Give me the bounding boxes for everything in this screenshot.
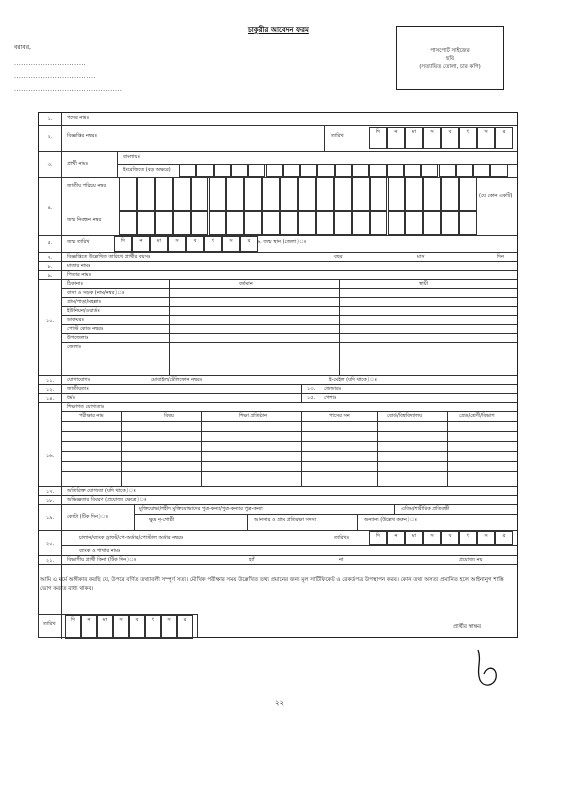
date-digit-box[interactable]: স	[477, 531, 495, 545]
char-box[interactable]	[191, 177, 209, 211]
char-box[interactable]	[209, 177, 227, 211]
row-5-number: ৫.	[47, 240, 53, 246]
char-box[interactable]	[334, 177, 352, 211]
char-box[interactable]	[421, 164, 438, 177]
departmental-label: বিভাগীয় প্রার্থী কিনা (টিক দিন)ঃ	[67, 557, 137, 563]
date-digit-box[interactable]: র	[495, 531, 513, 545]
char-box[interactable]	[473, 164, 490, 177]
subject-header: বিষয়	[164, 413, 174, 419]
char-box[interactable]	[405, 177, 423, 211]
char-box[interactable]	[173, 177, 191, 211]
name-bangla-label: বাংলায়ঃ	[123, 154, 141, 160]
upazila-label: উপজেলাঃ	[67, 335, 89, 341]
house-road-label: বাসা ও সড়ক (নাম/নম্বর)ঃ	[67, 290, 125, 296]
char-box[interactable]	[423, 177, 441, 211]
date-digit-box[interactable]: ব	[441, 531, 459, 545]
char-box[interactable]	[459, 211, 477, 235]
contact-label: যোগাযোগঃ	[67, 377, 91, 383]
char-box[interactable]	[423, 211, 441, 235]
board-header: বোর্ড/বিশ্ববিদ্যালয়	[387, 413, 423, 419]
signature-date-block	[38, 614, 198, 638]
row-17-number: ১৭.	[45, 489, 55, 495]
birth-reg-label: জন্ম নিবন্ধন নম্বর	[67, 217, 102, 223]
signature-date-label: তারিখ	[43, 621, 56, 627]
handwritten-signature	[470, 640, 510, 690]
char-box[interactable]	[179, 164, 196, 177]
quota-freedom-fighter[interactable]: মুক্তিযোদ্ধা/শহীদ মুক্তিযোদ্ধাদের পুত্র-কন্যা/পুত্র-কন্যার পুত্র-কন্যা	[139, 506, 263, 512]
char-box[interactable]	[352, 211, 370, 235]
page-number: ২২	[275, 699, 285, 707]
departmental-yes[interactable]: হ্যাঁ	[249, 557, 255, 563]
date-digit-box[interactable]: দি	[369, 127, 387, 149]
grade-header: গ্রেড/শ্রেণী/বিভাগ	[459, 413, 495, 419]
char-box[interactable]	[459, 177, 477, 211]
date-digit-box[interactable]: মা	[97, 615, 113, 639]
char-box[interactable]	[439, 164, 456, 177]
char-box[interactable]	[262, 211, 280, 235]
char-box[interactable]	[490, 164, 507, 177]
row-21-number: ২১.	[45, 558, 55, 564]
char-box[interactable]	[388, 177, 406, 211]
district-label: জেলাঃ	[67, 344, 82, 350]
char-box[interactable]	[370, 177, 388, 211]
photo-label-3: (সত্যায়িত তোলা, চার কপি)	[419, 64, 481, 70]
name-english-label: ইংরেজিতে (বড় অক্ষরে)	[123, 167, 171, 173]
row-16-number: ১৬.	[45, 453, 55, 459]
char-box[interactable]	[283, 164, 300, 177]
date-digit-box[interactable]: মা	[150, 236, 168, 252]
row-8-number: ৮.	[47, 264, 53, 270]
char-box[interactable]	[456, 164, 473, 177]
char-box[interactable]	[441, 177, 459, 211]
date-digit-box[interactable]: মা	[405, 127, 423, 149]
address-dots-3: .............................................	[14, 86, 123, 93]
nid-label: জাতীয় পরিচয় নম্বর	[67, 183, 107, 189]
char-box[interactable]	[352, 164, 369, 177]
char-box[interactable]	[405, 211, 423, 235]
date-digit-box[interactable]: ব	[186, 236, 204, 252]
dob-label: জন্ম তারিখ	[67, 239, 90, 245]
date-digit-box[interactable]: ৎ	[459, 531, 477, 545]
challan-label: চালান/ব্যাংক ড্রাফট/পে-অর্ডার/পোস্টাল অর্ডার নম্বরঃ	[79, 535, 184, 541]
photo-label-2: ছবি	[446, 56, 454, 62]
passing-year-header: পাসের সন	[329, 413, 350, 419]
quota-label: কোটা (টিক দিন)ঃ	[67, 514, 109, 520]
char-box[interactable]	[370, 211, 388, 235]
char-box[interactable]	[196, 164, 213, 177]
char-box[interactable]	[244, 211, 262, 235]
date-digit-box[interactable]: স	[477, 127, 495, 149]
post-name-label: পদের নামঃ	[67, 115, 90, 121]
circular-date-label: তারিখ	[331, 133, 344, 139]
challan-date-label: তারিখঃ	[334, 535, 350, 541]
char-box[interactable]	[404, 164, 421, 177]
addressee-label: বরাবর,	[14, 44, 31, 51]
char-box[interactable]	[298, 177, 316, 211]
row-13-number: ১৩.	[307, 386, 316, 392]
religion-label: ধর্মঃ	[67, 395, 76, 401]
date-digit-box[interactable]: ৎ	[145, 615, 161, 639]
date-digit-box[interactable]: র	[177, 615, 193, 639]
signature-label: প্রার্থীর স্বাক্ষর	[453, 624, 482, 630]
char-box[interactable]	[119, 211, 137, 235]
row-2-number: ২.	[47, 134, 53, 140]
char-box[interactable]	[137, 211, 155, 235]
char-box[interactable]	[280, 177, 298, 211]
char-box[interactable]	[369, 164, 386, 177]
char-box[interactable]	[388, 211, 406, 235]
date-digit-box[interactable]: স	[222, 236, 240, 252]
exam-name-header: পরীক্ষার নাম	[79, 413, 104, 419]
char-box[interactable]	[334, 211, 352, 235]
postcode-label: পোস্ট কোড নম্বরঃ	[67, 326, 104, 332]
char-box[interactable]	[298, 211, 316, 235]
date-digit-box[interactable]: র	[240, 236, 258, 252]
char-box[interactable]	[244, 177, 262, 211]
row-15-number: ১৫.	[307, 395, 316, 401]
date-digit-box[interactable]: ন	[387, 127, 405, 149]
date-digit-box[interactable]: ৎ	[204, 236, 222, 252]
char-box[interactable]	[387, 164, 404, 177]
address-label: ঠিকানাঃ	[67, 281, 84, 287]
present-address-header: বর্তমান	[239, 281, 253, 287]
char-box[interactable]	[191, 211, 209, 235]
union-label: ইউনিয়ন/ওয়ার্ডঃ	[67, 308, 100, 314]
char-box[interactable]	[300, 164, 317, 177]
post-office-label: ডাকঘরঃ	[67, 317, 85, 323]
row-18-number: ১৮.	[45, 498, 55, 504]
char-box[interactable]	[352, 177, 370, 211]
date-digit-box[interactable]: র	[495, 127, 513, 149]
char-box[interactable]	[316, 177, 334, 211]
char-box[interactable]	[231, 164, 248, 177]
char-box[interactable]	[226, 177, 244, 211]
char-box[interactable]	[119, 177, 137, 211]
quota-others[interactable]: অন্যান্য (উল্লেখ করুন)ঃ	[364, 517, 418, 523]
row-1-number: ১.	[47, 116, 53, 122]
date-digit-box[interactable]: স	[113, 615, 129, 639]
date-digit-box[interactable]: ন	[387, 531, 405, 545]
row-20-number: ২০.	[45, 541, 55, 547]
age-days-label: দিন	[497, 254, 505, 260]
education-label: শিক্ষাগত যোগ্যতাঃ	[67, 404, 105, 410]
date-digit-box[interactable]: স	[423, 127, 441, 149]
row-7-number: ৭.	[47, 255, 53, 261]
char-box[interactable]	[248, 164, 265, 177]
either-one-note: (যে কোন একটি)	[479, 193, 513, 199]
char-box[interactable]	[137, 177, 155, 211]
char-box[interactable]	[335, 164, 352, 177]
date-digit-box[interactable]: ব	[129, 615, 145, 639]
circular-number-label: বিজ্ঞপ্তির নম্বরঃ	[67, 133, 98, 139]
mother-name-label: মাতার নামঃ	[67, 263, 91, 269]
row-14-number: ১৪.	[45, 396, 55, 402]
photo-label-1: পাসপোর্ট সাইজের	[430, 48, 470, 54]
date-digit-box[interactable]: স	[423, 531, 441, 545]
char-box[interactable]	[226, 211, 244, 235]
gender-label: জেন্ডারঃ	[324, 386, 342, 392]
institution-header: শিক্ষা প্রতিষ্ঠান	[239, 413, 268, 419]
date-digit-box[interactable]: ৎ	[459, 127, 477, 149]
char-box[interactable]	[155, 211, 173, 235]
father-name-label: পিতার নামঃ	[67, 272, 92, 278]
application-form	[38, 112, 518, 638]
date-digit-box[interactable]: দি	[65, 615, 81, 639]
birthplace-label: ৬. জন্ম স্থান (জেলা)ঃ	[257, 239, 307, 245]
row-19-number: ১৯.	[45, 515, 55, 521]
date-digit-box[interactable]: দি	[114, 236, 132, 252]
age-years-label: বছর	[334, 254, 343, 260]
village-label: গ্রাম/পাড়া/মহল্লাঃ	[67, 299, 102, 305]
date-digit-box[interactable]: দি	[369, 531, 387, 545]
email-label: ই-মেইল (যদি থাকে)ঃ	[329, 377, 378, 383]
candidate-name-label: প্রার্থী নামঃ	[67, 161, 89, 167]
row-4-number: ৪.	[47, 205, 53, 211]
mobile-label: মোবাইল/টেলিফোন নম্বরঃ	[151, 377, 203, 383]
char-box[interactable]	[209, 211, 227, 235]
char-box[interactable]	[266, 164, 283, 177]
row-10-number: ১০.	[45, 318, 55, 324]
declaration-text: আমি এ মর্মে অঙ্গীকার করছি যে, উপরে বর্ণিত তথ্যাবলী সম্পূর্ণ সত্য। মৌখিক পরীক্ষার সময় উল্লেখিত তথ্য প্রমানের জন্য মূল সার্টিফিকেট ও রেকর্ডপত্র উপস্থাপন করব। কোন তথ্য অসত্য প্রমানিত হলে আইনানুগ শাস্তি ভোগ করতে বাধ্য থাকব।	[40, 577, 504, 592]
char-box[interactable]	[173, 211, 191, 235]
char-box[interactable]	[316, 211, 334, 235]
departmental-no[interactable]: না	[339, 557, 344, 563]
row-3-number: ৩.	[47, 162, 53, 168]
bank-branch-label: ব্যাংক ও শাখার নামঃ	[79, 548, 121, 554]
char-box[interactable]	[262, 177, 280, 211]
row-12-number: ১২.	[45, 387, 55, 393]
quota-orphan-disabled[interactable]: এতিম/শারীরিক প্রতিবন্ধী	[401, 506, 450, 512]
experience-label: অভিজ্ঞতার বিবরণ (প্রযোজ্য ক্ষেত্রে)ঃ	[67, 497, 147, 503]
nationality-label: জাতীয়তাঃ	[67, 386, 89, 392]
additional-qualification-label: অতিরিক্ত যোগ্যতা (যদি থাকে)ঃ	[67, 488, 136, 494]
char-box[interactable]	[155, 177, 173, 211]
row-11-number: ১১.	[45, 378, 55, 384]
address-dots-2: ..................................	[14, 73, 96, 80]
date-digit-box[interactable]: ন	[81, 615, 97, 639]
form-title: চাকুরীর আবেদন ফরম	[248, 26, 309, 34]
date-digit-box[interactable]: স	[161, 615, 177, 639]
permanent-address-header: স্থায়ী	[419, 281, 429, 287]
date-digit-box[interactable]: ন	[132, 236, 150, 252]
char-box[interactable]	[214, 164, 231, 177]
row-9-number: ৯.	[47, 273, 53, 279]
address-dots-1: ..............................	[14, 60, 87, 67]
date-digit-box[interactable]: মা	[405, 531, 423, 545]
date-digit-box[interactable]: ব	[441, 127, 459, 149]
quota-ethnic-minority[interactable]: ক্ষুদ্র নৃ-গোষ্ঠী	[149, 517, 175, 523]
date-digit-box[interactable]: স	[168, 236, 186, 252]
char-box[interactable]	[441, 211, 459, 235]
age-label: বিজ্ঞপ্তিতে উল্লেখিত তারিখে প্রার্থীর বয়সঃ	[67, 254, 151, 260]
occupation-label: পেশাঃ	[324, 395, 337, 401]
char-box[interactable]	[317, 164, 334, 177]
departmental-na[interactable]: প্রযোজ্য নয়	[459, 557, 483, 563]
photo-box[interactable]	[396, 26, 504, 90]
age-months-label: মাস	[417, 254, 425, 260]
char-box[interactable]	[280, 211, 298, 235]
quota-ansar-vdp[interactable]: আনসার ও গ্রাম প্রতিরক্ষা সদস্য	[254, 517, 317, 523]
